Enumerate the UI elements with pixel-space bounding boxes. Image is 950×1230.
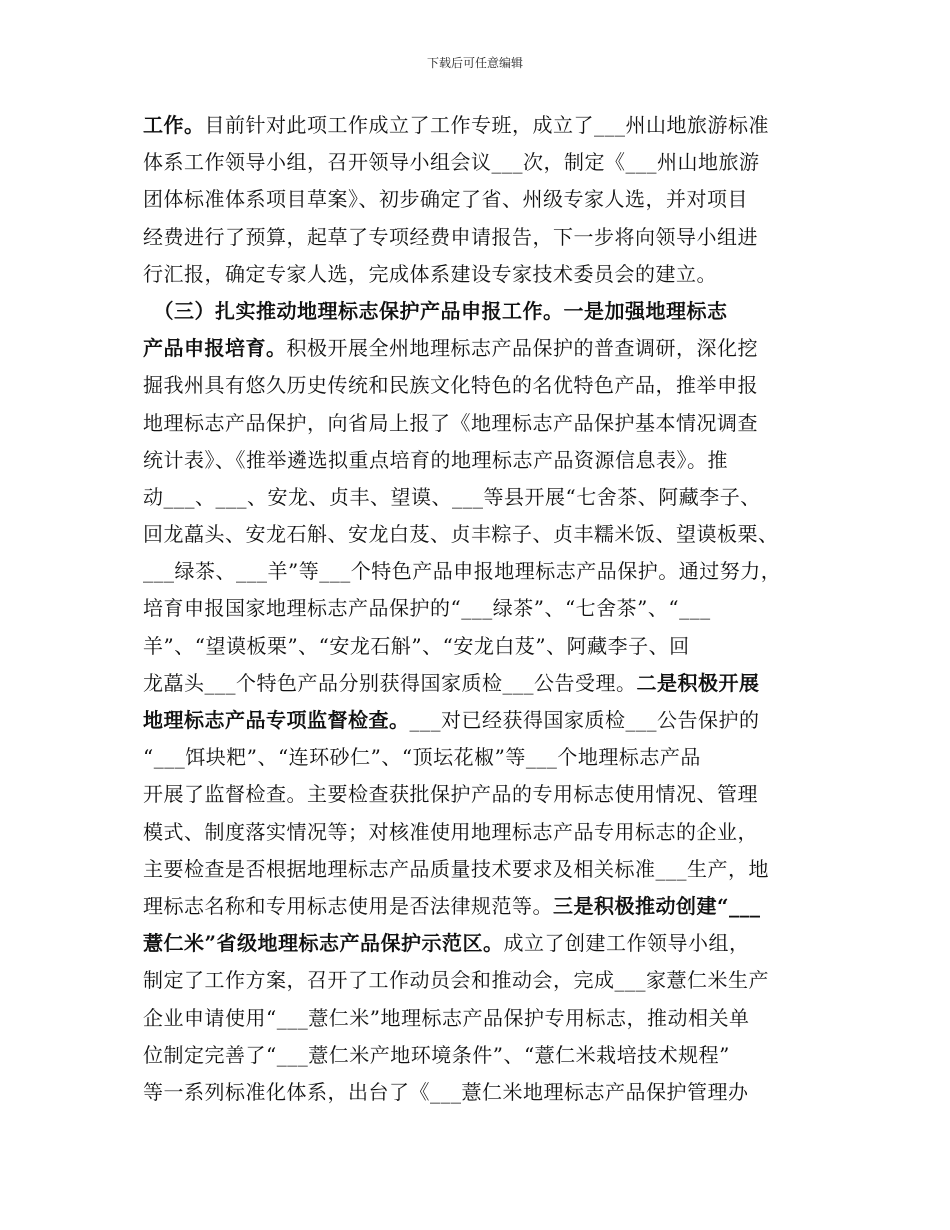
- text-line: [143, 851, 811, 888]
- text-line: [143, 256, 811, 293]
- text-segment: 开展了监督检查。主要检查获批保护产品的专用标志使用情况、管理: [143, 782, 758, 807]
- text-segment: 羊”、“望谟板栗”、“安龙石斛”、“安龙白芨”、阿藏李子、回: [143, 633, 690, 658]
- text-segment: 等一系列标准化体系，出台了《___薏仁米地理标志产品保护管理办: [143, 1079, 749, 1104]
- text-segment: 积极开展全州地理标志产品保护的普查调研，深化挖: [286, 336, 758, 361]
- text-line: [143, 367, 811, 404]
- text-segment: 回龙藠头、安龙石斛、安龙白芨、贞丰粽子、贞丰糯米饭、望谟板栗、: [143, 522, 779, 547]
- text-line: [143, 442, 811, 479]
- text-segment: 经费进行了预算，起草了专项经费申请报告，下一步将向领导小组进: [143, 224, 758, 249]
- text-line: [143, 516, 811, 553]
- text-segment: 团体标准体系项目草案》、初步确定了省、州级专家人选，并对项目: [143, 187, 748, 212]
- text-line: [143, 962, 811, 999]
- bold-text: （三）扎实推动地理标志保护产品申报工作。一是加强地理标志: [143, 298, 728, 323]
- text-line: [143, 144, 811, 181]
- text-segment: 成立了创建工作领导小组，: [503, 931, 750, 956]
- text-segment: 主要检查是否根据地理标志产品质量技术要求及相关标准___生产，地: [143, 856, 769, 881]
- text-segment: 行汇报，确定专家人选，完成体系建设专家技术委员会的建立。: [143, 261, 717, 286]
- text-line: [143, 479, 811, 516]
- text-segment: “___饵块粑”、“连环砂仁”、“顶坛花椒”等___个地理标志产品: [143, 745, 701, 770]
- text-line: [143, 925, 811, 962]
- bold-text: 工作。: [143, 113, 205, 137]
- text-line: [143, 293, 811, 330]
- text-segment: 模式、制度落实情况等；对核准使用地理标志产品专用标志的企业，: [143, 819, 758, 844]
- text-line: [143, 181, 811, 218]
- text-segment: ___绿茶、___羊”等___个特色产品申报地理标志产品保护。通过努力，: [143, 559, 782, 584]
- bold-text: 产品申报培育。: [143, 336, 287, 361]
- text-line: [143, 814, 811, 851]
- text-line: [143, 702, 811, 739]
- bold-text: 薏仁米”省级地理标志产品保护示范区。: [143, 931, 504, 956]
- bold-text: 三是积极推动创建“___: [553, 893, 761, 918]
- text-segment: 目前针对此项工作成立了工作专班，成立了___州山地旅游标准: [204, 113, 769, 137]
- text-line: [143, 219, 811, 256]
- text-line: [143, 665, 811, 702]
- text-line: [143, 628, 811, 665]
- text-segment: 位制定完善了“___薏仁米产地环境条件”、“薏仁米栽培技术规程”: [143, 1042, 730, 1067]
- text-line: [143, 330, 811, 367]
- text-line: [143, 1074, 811, 1111]
- text-line: [143, 1037, 811, 1074]
- text-segment: 龙藠头___个特色产品分别获得国家质检___公告受理。: [143, 670, 637, 695]
- bold-text: 二是积极开展: [636, 670, 760, 695]
- bold-text: 地理标志产品专项监督检查。: [143, 708, 410, 732]
- document-body: [143, 107, 811, 1111]
- text-line: [143, 553, 811, 590]
- text-segment: 动___、___、安龙、贞丰、望谟、___等县开展“七舍茶、阿藏李子、: [143, 484, 761, 509]
- text-segment: 体系工作领导小组，召开领导小组会议___次，制定《___州山地旅游: [143, 150, 760, 175]
- page-header: 下载后可任意编辑: [426, 56, 523, 70]
- text-segment: 地理标志产品保护，向省局上报了《地理标志产品保护基本情况调查: [143, 410, 758, 435]
- text-segment: 理标志名称和专用标志使用是否法律规范等。: [143, 893, 553, 918]
- text-line: [143, 1000, 811, 1037]
- text-segment: 掘我州具有悠久历史传统和民族文化特色的名优特色产品，推举申报: [143, 373, 758, 398]
- text-line: [143, 405, 811, 442]
- text-line: [143, 888, 811, 925]
- text-segment: ___对已经获得国家质检___公告保护的: [409, 708, 760, 732]
- text-line: [143, 776, 811, 813]
- text-segment: 企业申请使用“___薏仁米”地理标志产品保护专用标志，推动相关单: [143, 1005, 750, 1030]
- text-segment: 培育申报国家地理标志产品保护的“___绿茶”、“七舍茶”、“___: [143, 596, 711, 621]
- text-line: [143, 739, 811, 776]
- text-segment: 制定了工作方案，召开了工作动员会和推动会，完成___家薏仁米生产: [143, 968, 769, 993]
- text-segment: 统计表》、《推举遴选拟重点培育的地理标志产品资源信息表》。推: [143, 447, 728, 472]
- text-line: [143, 107, 811, 144]
- text-line: [143, 590, 811, 627]
